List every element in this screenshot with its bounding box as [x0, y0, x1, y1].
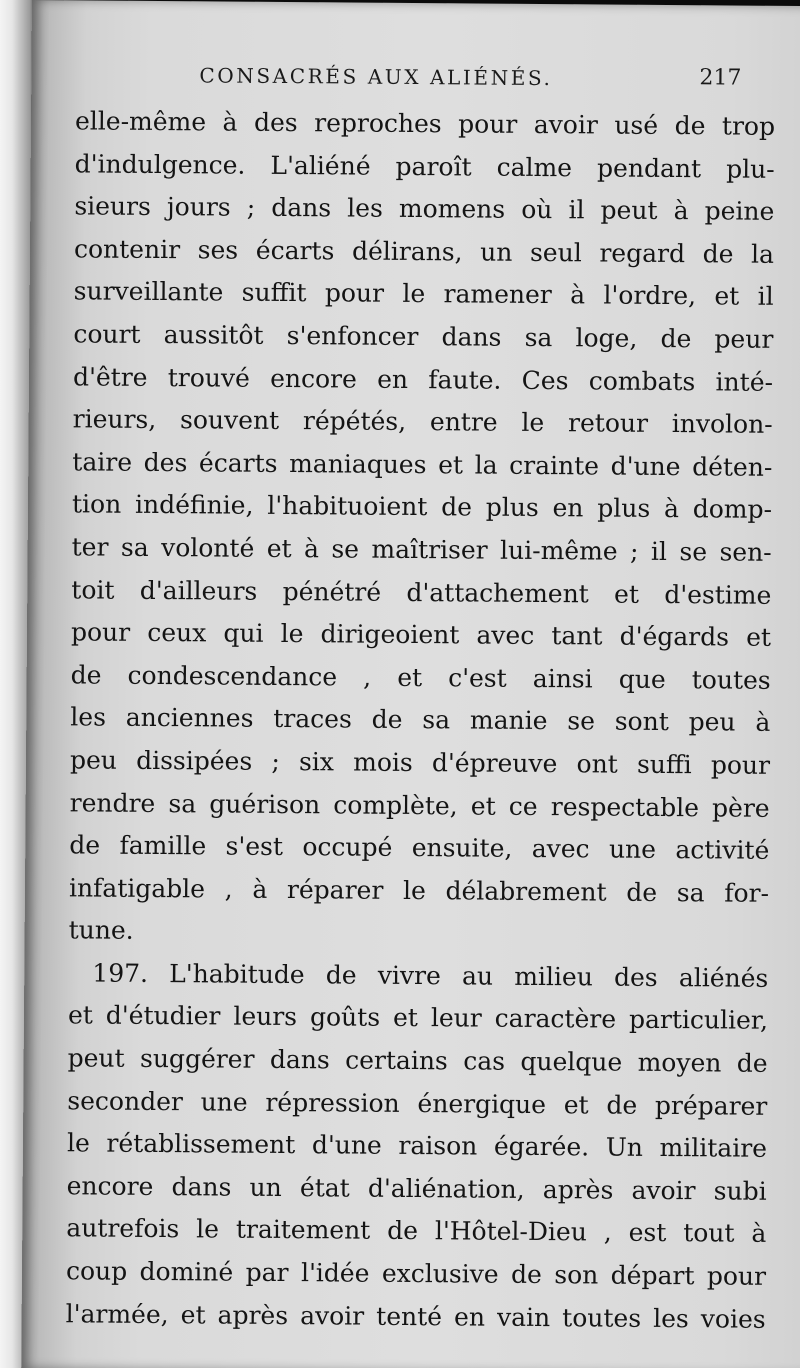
running-title: CONSACRÉS AUX ALIÉNÉS. [199, 63, 553, 91]
text-line: surveillante suffit pour le ramener à l'ordre, et il [73, 276, 774, 312]
text-line: tion indéfinie, l'habituoient de plus en plus à domp- [71, 489, 773, 525]
text-line: infatigable , à réparer le délabrement de sa for- [68, 873, 770, 908]
text-line: de famille s'est occupé ensuite, avec une activité [69, 830, 770, 865]
text-line: seconder une répression énergique et de préparer [67, 1085, 768, 1121]
page-header [31, 56, 800, 102]
text-line: taire des écarts maniaques et la crainte d'une déten- [72, 447, 773, 482]
text-line: d'indulgence. L'aliéné paroît calme pendant plu- [74, 148, 775, 184]
text-line: les anciennes traces de sa manie se sont peu à [70, 702, 771, 738]
page-number: 217 [699, 65, 742, 91]
text-line: pour ceux qui le dirigeoient avec tant d'égards et [70, 617, 772, 652]
text-line: l'armée, et après avoir tenté en vain toutes les voies [65, 1298, 766, 1334]
text-line: peu dissipées ; six mois d'épreuve ont suffi pour [69, 745, 771, 780]
text-line: encore dans un état d'aliénation, après avoir subi [66, 1171, 767, 1206]
text-line: peut suggérer dans certains cas quelque moyen de [67, 1043, 768, 1078]
paragraph-start-line: 197. L'habitude de vivre au milieu des aliénés [92, 958, 769, 993]
text-line: autrefois le traitement de l'Hôtel-Dieu , est tout à [66, 1213, 767, 1249]
text-line: contenir ses écarts délirans, un seul regard de la [73, 234, 775, 269]
text-line: tune. [68, 915, 134, 946]
text-line: coup dominé par l'idée exclusive de son départ pour [65, 1256, 767, 1291]
text-line: elle-même à des reproches pour avoir usé de trop [74, 106, 776, 141]
book-page [21, 0, 800, 1368]
text-line: court aussitôt s'enfoncer dans sa loge, de peur [73, 319, 774, 354]
text-line: ter sa volonté et à se maîtriser lui-même ; il se sen- [71, 532, 772, 567]
text-line: le rétablissement d'une raison égarée. Un militaire [66, 1128, 768, 1164]
text-line: rieurs, souvent répétés, entre le retour involon- [72, 404, 773, 439]
text-line: et d'étudier leurs goûts et leur caractère particulier, [67, 1000, 769, 1036]
body-text [66, 100, 776, 1341]
text-line: de condescendance , et c'est ainsi que toutes [70, 660, 771, 695]
text-line: toit d'ailleurs pénétré d'attachement et d'estime [71, 574, 772, 610]
text-line: sieurs jours ; dans les momens où il peut à peine [74, 191, 775, 227]
text-line: rendre sa guérison complète, et ce respectable père [69, 787, 770, 823]
text-line: d'être trouvé encore en faute. Ces combats inté- [72, 361, 774, 397]
